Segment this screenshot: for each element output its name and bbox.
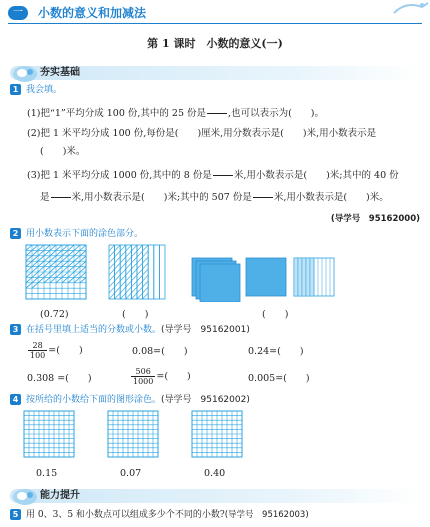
q3-eq-2: =( ) [156, 371, 191, 382]
q4-label-2: 0.07 [120, 468, 142, 479]
hatched-cell [56, 245, 62, 250]
q4-grid-015[interactable] [23, 410, 75, 458]
q1-line5 [40, 188, 389, 207]
header-decoration-icon [392, 0, 430, 14]
q2-figure-strips [108, 244, 166, 300]
q2-title: 用小数表示下面的涂色部分。 [26, 229, 144, 239]
hatched-cell [80, 245, 86, 250]
hatched-cell [38, 267, 44, 272]
hatched-cell [74, 256, 80, 261]
q3-fraction-506-1000: $\frac{506}{1000}$ [133, 367, 154, 386]
hatched-cell [32, 277, 38, 282]
q4-grid-040[interactable] [191, 410, 243, 458]
q1-guide-number: (导学号 95162000) [330, 214, 420, 224]
q3-title [26, 324, 250, 336]
hatched-cell [80, 277, 86, 282]
q3-number: 3 [10, 324, 21, 335]
hatched-cell [62, 267, 68, 272]
q2-answer-2[interactable]: ( ) [122, 309, 149, 320]
hatched-cell [68, 267, 74, 272]
hatched-cell [62, 256, 68, 261]
hatched-cell [32, 250, 38, 255]
hatched-cell [50, 267, 56, 272]
hatched-cell [44, 261, 50, 266]
hatched-cell [68, 277, 74, 282]
q1-line5-text-c: 米,用小数表示是( )米。 [273, 192, 389, 203]
hatched-cell [56, 267, 62, 272]
q4-grid-007[interactable] [107, 410, 159, 458]
hatched-cell [56, 250, 62, 255]
hatched-cell [74, 261, 80, 266]
q4-label-3: 0.40 [204, 468, 226, 479]
q1-line5-text-b: 米,用小数表示是( )米;其中的 507 份是 [71, 192, 252, 203]
hatched-cell [26, 256, 32, 261]
q3-item-5 [130, 367, 191, 386]
hatched-cell [50, 261, 56, 266]
q1-blank-fraction[interactable] [51, 188, 71, 207]
hatched-cell [32, 261, 38, 266]
q2-number: 2 [10, 228, 21, 239]
q3-title-text: 在括号里填上适当的分数或小数。 [26, 325, 162, 335]
hatched-cell [38, 277, 44, 282]
hatched-cell [32, 267, 38, 272]
hatched-cell [26, 277, 32, 282]
hatched-cell [80, 261, 86, 266]
hatched-cell [26, 261, 32, 266]
q2-answer-3[interactable]: ( ) [262, 309, 289, 320]
q5-text [26, 509, 309, 521]
hatched-cell [80, 256, 86, 261]
hatched-cell [62, 261, 68, 266]
q4-title [26, 394, 250, 406]
hatched-cell [44, 245, 50, 250]
hatched-cell [32, 283, 38, 288]
q1-line1 [27, 104, 324, 123]
hatched-cell [74, 250, 80, 255]
q1-number: 1 [10, 84, 21, 95]
hatched-cell [68, 256, 74, 261]
hatched-cell [80, 267, 86, 272]
q4-title-text: 按所给的小数给下面的图形涂色。 [26, 395, 162, 405]
hatched-cell [68, 272, 74, 277]
hatched-cell [50, 272, 56, 277]
q3-item-4: 0.308 =( ) [27, 373, 92, 384]
hatched-cell [62, 250, 68, 255]
q3-item-6: 0.005=( ) [248, 373, 310, 384]
q1-line2: (2)把 1 米平均分成 100 份,每份是( )厘米,用分数表示是( )米,用小数表示是 [27, 128, 377, 139]
q5-question: 用 0、3、5 和小数点可以组成多少个不同的小数? [26, 510, 225, 520]
chapter-number-badge: 一 [8, 6, 28, 20]
hatched-cell [50, 277, 56, 282]
lesson-title: 第 1 课时 小数的意义(一) [147, 37, 283, 50]
hatched-cell [56, 256, 62, 261]
hatched-cell [38, 272, 44, 277]
q2-figure-squares [190, 256, 345, 302]
q3-eq-1: =( ) [48, 345, 83, 356]
hatched-cell [44, 267, 50, 272]
hatched-cell [62, 277, 68, 282]
hatched-cell [44, 277, 50, 282]
hatched-cell [80, 272, 86, 277]
hatched-cell [56, 272, 62, 277]
q2-answer-1: (0.72) [40, 309, 69, 320]
q1-blank-fraction[interactable] [253, 188, 273, 207]
section-title-basic: 夯实基础 [40, 67, 80, 78]
q4-label-1: 0.15 [36, 468, 58, 479]
q1-line1-text-b: ,也可以表示为( )。 [228, 108, 324, 119]
hatched-cell [56, 277, 62, 282]
q1-line4 [27, 166, 399, 185]
q1-blank-fraction[interactable] [207, 104, 227, 123]
hatched-cell [68, 245, 74, 250]
q1-line1-text-a: (1)把“1”平均分成 100 份,其中的 25 份是 [27, 108, 207, 119]
hatched-cell [38, 245, 44, 250]
q3-fraction-28-100: $\frac{28}{100}$ [30, 341, 46, 360]
hatched-cell [26, 267, 32, 272]
hatched-cell [26, 272, 32, 277]
q3-item-3: 0.24=( ) [248, 346, 304, 357]
hatched-cell [26, 283, 32, 288]
q3-guide-number: (导学号 95162001) [161, 325, 250, 335]
chapter-title: 小数的意义和加减法 [38, 6, 147, 20]
section-title-advanced: 能力提升 [40, 490, 80, 501]
hatched-cell [32, 272, 38, 277]
hatched-cell [74, 245, 80, 250]
hatched-cell [44, 250, 50, 255]
hatched-cell [32, 256, 38, 261]
hatched-cell [62, 245, 68, 250]
header-divider [8, 23, 422, 24]
hatched-cell [68, 261, 74, 266]
q4-guide-number: (导学号 95162002) [161, 395, 250, 405]
hatched-cell [38, 250, 44, 255]
q5-guide-number: (导学号 95162003) [224, 510, 309, 520]
q1-line4-text-b: 米,用小数表示是( )米;其中的 40 份 [233, 170, 399, 181]
q1-line5-text-a: 是 [40, 192, 50, 203]
q2-figure-grid-72 [25, 244, 87, 300]
q5-number: 5 [10, 509, 21, 520]
hatched-cell [56, 261, 62, 266]
hatched-cell [74, 267, 80, 272]
hatched-cell [50, 250, 56, 255]
q4-number: 4 [10, 394, 21, 405]
hatched-cell [50, 245, 56, 250]
hatched-cell [50, 256, 56, 261]
q1-blank-fraction[interactable] [213, 166, 233, 185]
q3-item-1 [27, 341, 83, 360]
q1-line3: ( )米。 [40, 146, 86, 157]
section-icon-advanced [12, 486, 38, 510]
hatched-cell [26, 250, 32, 255]
hatched-cell [44, 272, 50, 277]
hatched-cell [44, 256, 50, 261]
hatched-cell [68, 250, 74, 255]
hatched-cell [38, 261, 44, 266]
hatched-cell [74, 272, 80, 277]
q1-line4-text-a: (3)把 1 米平均分成 1000 份,其中的 8 份是 [27, 170, 212, 181]
hatched-cell [80, 250, 86, 255]
hatched-cell [32, 245, 38, 250]
q1-title: 我会填。 [26, 85, 63, 95]
hatched-cell [26, 245, 32, 250]
hatched-cell [38, 256, 44, 261]
hatched-cell [74, 277, 80, 282]
q3-item-2: 0.08=( ) [132, 346, 188, 357]
hatched-cell [62, 272, 68, 277]
